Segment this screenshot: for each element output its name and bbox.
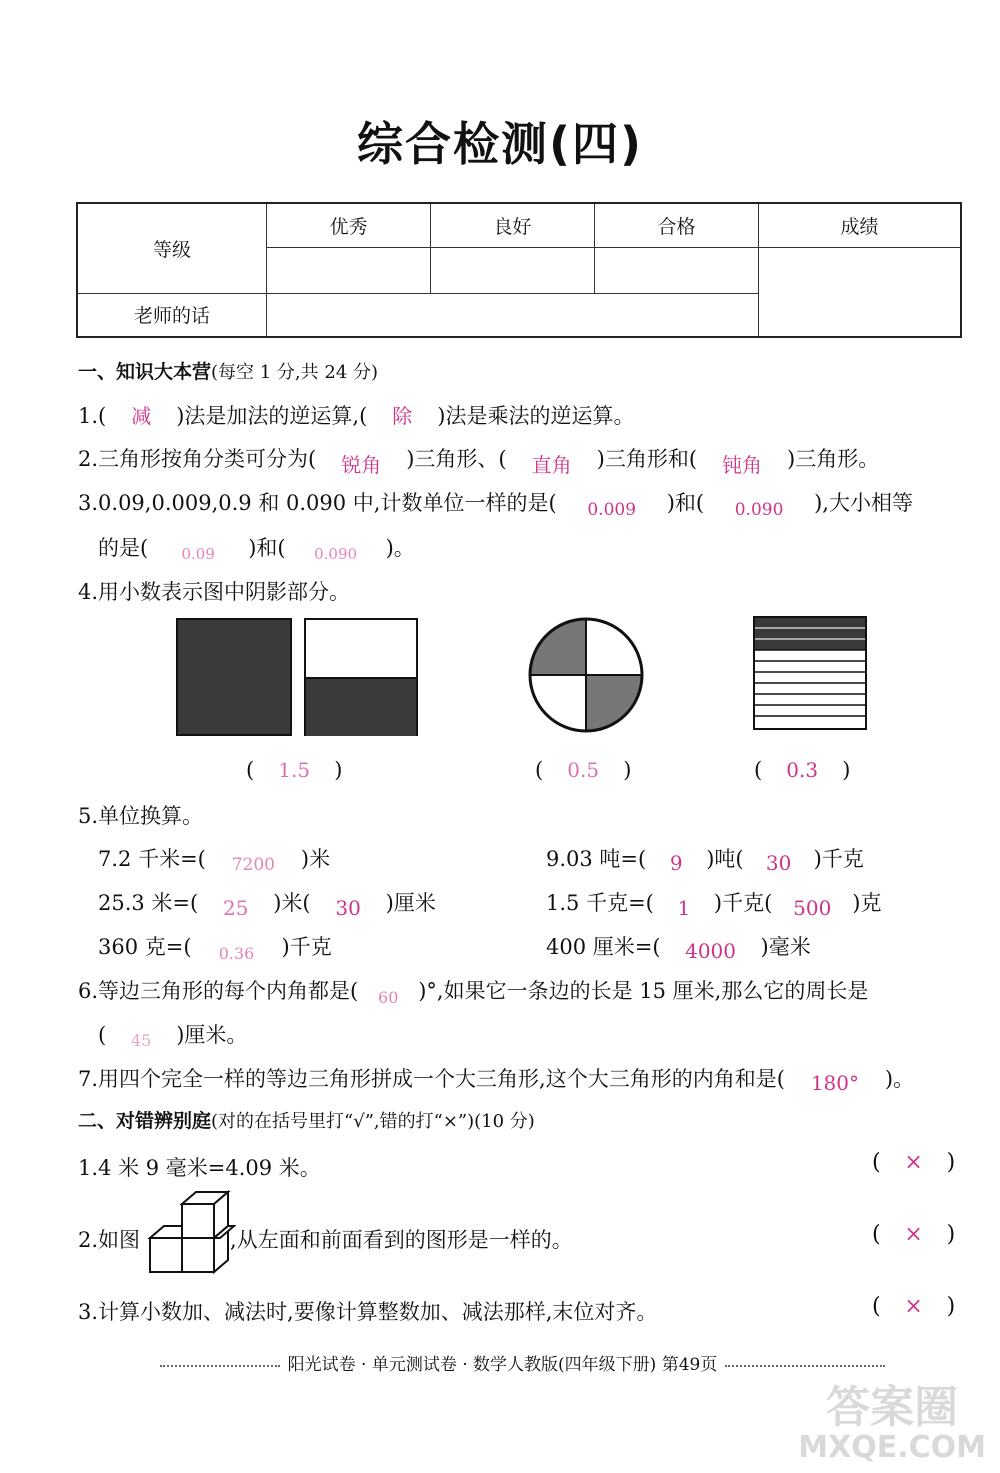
cell-score xyxy=(759,247,962,337)
q5-row1-left xyxy=(98,843,330,873)
tf-answer-2: × xyxy=(904,1222,923,1247)
tf-q2-text-b: ,从左面和前面看到的图形是一样的。 xyxy=(230,1228,573,1252)
q5-r2l-c: )厘米 xyxy=(385,891,436,915)
q5-r1r-a: 9.03 吨=( xyxy=(546,847,647,871)
q1-answer-2: 除 xyxy=(392,404,413,428)
teacher-label: 老师的话 xyxy=(77,293,267,337)
q5-r2l-b: )米( xyxy=(273,891,311,915)
question-5: 5.单位换算。 xyxy=(78,804,204,828)
q5-r1r-answer-2: 30 xyxy=(765,851,792,875)
q5-r2r-answer-2: 500 xyxy=(793,896,832,920)
q5-r3l-a: 360 克=( xyxy=(98,935,192,959)
cell-pass xyxy=(595,247,759,293)
q2-text-d: )三角形。 xyxy=(787,447,880,471)
q3-answer-1: 0.009 xyxy=(587,500,637,520)
q4-answer-2: 0.5 xyxy=(567,758,600,782)
col-pass: 合格 xyxy=(595,203,759,247)
q5-r1r-answer-1: 9 xyxy=(669,851,683,875)
q3-text-a: 3.0.09,0.009,0.9 和 0.090 中,计数单位一样的是( xyxy=(78,491,557,515)
q2-answer-3: 钝角 xyxy=(722,453,763,477)
col-score: 成绩 xyxy=(759,203,962,247)
question-2 xyxy=(78,443,880,477)
section2-heading: 二、对错辨别庭 xyxy=(78,1110,212,1132)
figure-circle xyxy=(528,616,644,734)
q5-row1-right xyxy=(546,843,864,873)
q3-text-c: ),大小相等 xyxy=(814,491,913,515)
q7-text-a: 7.用四个完全一样的等边三角形拼成一个大三角形,这个大三角形的内角和是( xyxy=(78,1067,785,1091)
q5-r3l-answer: 0.36 xyxy=(218,944,255,963)
tf-answer-3: × xyxy=(904,1294,923,1319)
col-excellent: 优秀 xyxy=(267,203,431,247)
tf-mark-row-3: ( × ) xyxy=(872,1294,956,1319)
q1-text-b: )法是加法的逆运算,( xyxy=(176,404,368,428)
q6-text-c: ( xyxy=(98,1023,107,1047)
q5-r1l-b: )米 xyxy=(300,847,331,871)
question-6 xyxy=(78,975,868,1005)
footer-text: 阳光试卷 · 单元测试卷 · 数学人教版(四年级下册) 第49页 xyxy=(287,1355,718,1375)
q3-text-d: 的是( xyxy=(98,536,149,560)
q3-answer-3: 0.09 xyxy=(181,545,215,563)
q1-answer-1: 减 xyxy=(131,404,152,428)
figure-striped-rectangle xyxy=(753,616,869,732)
watermark xyxy=(798,1382,986,1465)
section1-heading: 一、知识大本营 xyxy=(78,361,212,383)
q4-answer-1: 1.5 xyxy=(278,758,311,782)
q1-text-c: )法是乘法的逆运算。 xyxy=(437,404,635,428)
q5-r2r-c: )克 xyxy=(852,891,882,915)
q6-text-a: 6.等边三角形的每个内角都是( xyxy=(78,979,359,1003)
q2-answer-2: 直角 xyxy=(531,453,572,477)
q2-text-b: )三角形、( xyxy=(406,447,507,471)
half-shaded-square xyxy=(304,618,418,736)
section1-heading-line xyxy=(78,357,378,384)
question-1 xyxy=(78,400,635,430)
col-good: 良好 xyxy=(431,203,595,247)
q5-r2r-b: )千克( xyxy=(713,891,773,915)
section2-note: (对的在括号里打“√”,错的打“×”)(10 分) xyxy=(211,1111,535,1132)
q5-row2-right xyxy=(546,887,882,920)
question-3-cont xyxy=(98,532,415,562)
tf-question-1: 1.4 米 9 毫米=4.09 米。 xyxy=(78,1156,321,1180)
q5-r3l-b: )千克 xyxy=(281,935,332,959)
q5-r3r-b: )毫米 xyxy=(760,935,811,959)
q3-text-b: )和( xyxy=(666,491,705,515)
q4-answer-3: 0.3 xyxy=(786,758,819,782)
q5-r2l-a: 25.3 米=( xyxy=(98,891,199,915)
question-4: 4.用小数表示图中阴影部分。 xyxy=(78,580,351,604)
teacher-comment-cell xyxy=(267,293,759,337)
section2-heading-line xyxy=(78,1106,535,1133)
q3-text-e: )和( xyxy=(248,536,286,560)
q5-r1r-b: )吨( xyxy=(706,847,744,871)
cell-good xyxy=(431,247,595,293)
tf-question-3: 3.计算小数加、减法时,要像计算整数加、减法那样,末位对齐。 xyxy=(78,1300,658,1324)
tf-q2-text-a: 2.如图 xyxy=(78,1228,141,1252)
q4-answer-row-2: ( 0.5 ) xyxy=(535,758,632,782)
q5-row3-right xyxy=(546,931,811,961)
q5-r1r-c: )千克 xyxy=(813,847,864,871)
q2-answer-1: 锐角 xyxy=(341,453,382,477)
watermark-logo-text: 答案圈 xyxy=(826,1382,959,1434)
q2-text-c: )三角形和( xyxy=(596,447,698,471)
q5-r2l-answer-2: 30 xyxy=(335,896,361,920)
grade-table xyxy=(76,202,962,338)
page-title: 综合检测(四) xyxy=(356,117,644,171)
q7-answer-1: 180° xyxy=(810,1071,859,1095)
q5-r2r-a: 1.5 千克=( xyxy=(546,891,654,915)
q6-answer-2: 45 xyxy=(131,1031,152,1050)
watermark-url: MXQE.COM xyxy=(798,1429,986,1465)
q2-text-a: 2.三角形按角分类可分为( xyxy=(78,447,317,471)
question-7 xyxy=(78,1063,914,1093)
q5-r3r-answer: 4000 xyxy=(685,939,736,963)
section1-note: (每空 1 分,共 24 分) xyxy=(211,362,379,383)
q5-r1l-a: 7.2 千米=( xyxy=(98,847,206,871)
question-6-cont xyxy=(98,1019,247,1049)
q6-text-d: )厘米。 xyxy=(176,1023,248,1047)
q6-answer-1: 60 xyxy=(378,988,399,1007)
q6-text-b: )°,如果它一条边的长是 15 厘米,那么它的周长是 xyxy=(418,979,869,1003)
q7-text-b: )。 xyxy=(884,1067,915,1091)
grade-label: 等级 xyxy=(77,203,267,293)
q5-r2l-answer-1: 25 xyxy=(223,896,249,920)
q3-answer-4: 0.090 xyxy=(314,545,358,563)
tf-answer-1: × xyxy=(904,1150,923,1175)
q4-answer-row-3: ( 0.3 ) xyxy=(754,758,851,782)
full-shaded-square xyxy=(176,618,292,736)
question-3 xyxy=(78,487,913,520)
q5-row3-left xyxy=(98,931,332,961)
tf-mark-row-2: ( × ) xyxy=(872,1222,956,1247)
q5-r1l-answer: 7200 xyxy=(231,855,275,875)
page-footer xyxy=(100,1350,945,1375)
cube-stack-figure xyxy=(146,1190,236,1276)
q3-text-f: )。 xyxy=(385,536,415,560)
q4-answer-row-1: ( 1.5 ) xyxy=(246,758,343,782)
q3-answer-2: 0.090 xyxy=(734,500,784,520)
q5-row2-left xyxy=(98,887,436,920)
q1-text-a: 1.( xyxy=(78,404,107,428)
cell-excellent xyxy=(267,247,431,293)
tf-mark-row-1: ( × ) xyxy=(872,1150,956,1175)
q5-r3r-a: 400 厘米=( xyxy=(546,935,661,959)
q5-r2r-answer-1: 1 xyxy=(677,896,691,920)
